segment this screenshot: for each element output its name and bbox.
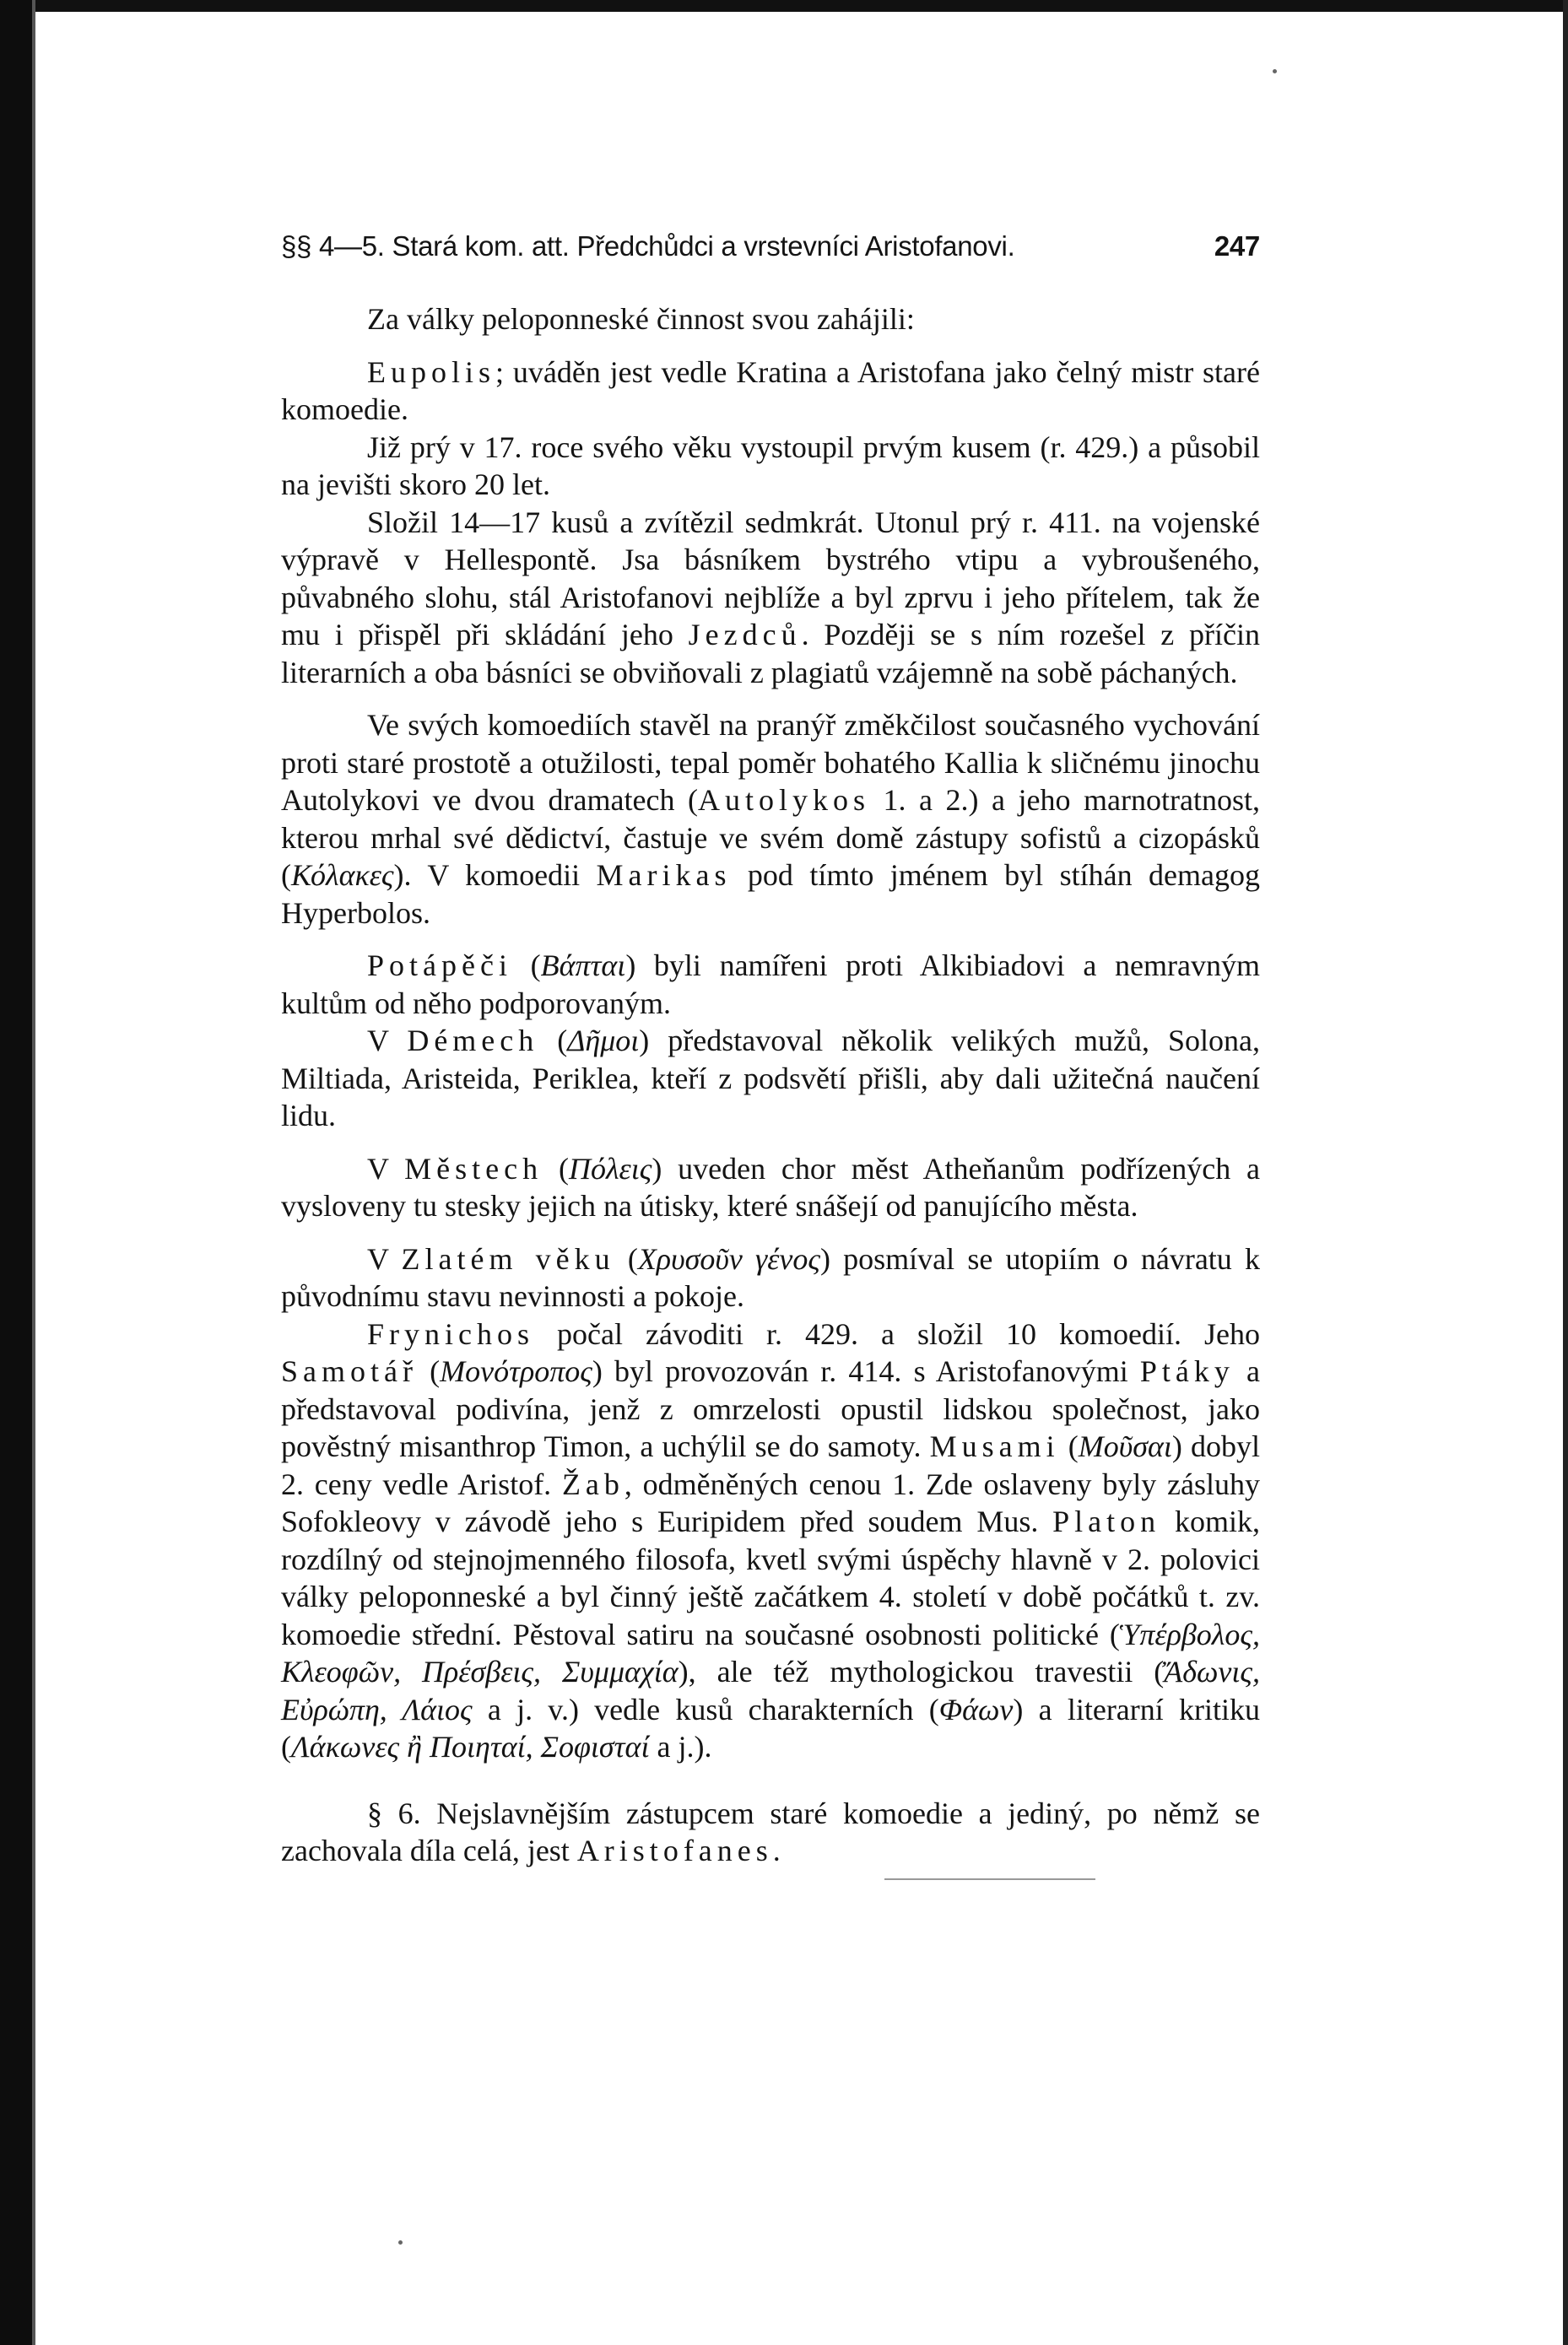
paragraph-eupolis-6: V Démech (Δῆμοι) představoval několik velikých mužů, Solona, Miltiada, Aristeida, Periklea, kteří z podsvětí přišli, aby dali užitečná naučení lidu. (281, 1024, 1260, 1132)
work-title: Potápěči (367, 948, 512, 982)
work-title: Jezdců (688, 618, 802, 651)
scan-border-left (0, 0, 32, 2345)
scan-speck (1273, 69, 1277, 73)
greek-title: Φάων (938, 1692, 1014, 1726)
page-number: 247 (1214, 230, 1260, 262)
greek-title: Ἄδωνις, Εὐρώπη, Λάιος (281, 1655, 1261, 1726)
paragraph-eupolis-1: Eupolis; uváděn jest vedle Kratina a Aristofana jako čelný mistr staré komoedie. (281, 354, 1260, 426)
work-title: Marikas (596, 858, 732, 892)
work-title: Démech (407, 1024, 539, 1057)
work-title: Zlatém věku (401, 1241, 615, 1276)
paragraph-eupolis-7: V Městech (Πόλεις) uveden chor měst Atheňanům podřízených a vysloveny tu stesky jejich na útisky, které snášejí od panujícího města. (281, 1151, 1260, 1223)
scan-border-top (0, 0, 1568, 12)
paragraph-eupolis-5: Potápěči (Βάπται) byli namířeni proti Alkibiadovi a nemravným kultům od něho podporovaným. (281, 948, 1260, 1020)
work-title: Musami (929, 1429, 1060, 1463)
greek-title: Μονότροπος (440, 1354, 592, 1388)
header-title: §§ 4—5. Stará kom. att. Předchůdci a vrstevníci Aristofanovi. (281, 230, 1015, 262)
greek-title: Λάκωνες ἢ Ποιηταί, Σοφισταί (291, 1730, 650, 1764)
work-title: Žab (561, 1467, 624, 1501)
name-platon: Platon (1052, 1505, 1161, 1538)
greek-title: Μοῦσαι (1078, 1429, 1172, 1463)
running-header (281, 221, 1260, 272)
greek-title: Δῆμοι (567, 1024, 640, 1057)
name-frynichos: Frynichos (367, 1316, 534, 1351)
pencil-underline (884, 1878, 1095, 1880)
greek-title: Κόλακες (291, 858, 394, 892)
paragraph-eupolis-2: Již prý v 17. roce svého věku vystoupil prvým kusem (r. 429.) a působil na jevišti skoro 20 let. (281, 430, 1260, 501)
paragraph-eupolis-4: Ve svých komoediích stavěl na pranýř změkčilost současného vychování proti staré prostotě a otužilosti, tepal poměr bohatého Kallia k sličnému jinochu Autolykovi ve dvou dramatech (Autolykos 1. a 2.) a jeho marnotratnost, kterou mrhal své dědictví, častuje ve svém domě zástupy sofistů a cizopásků (Κόλακες). V komoedii Marikas pod tímto jménem byl stíhán demagog Hyperbolos. (281, 708, 1260, 930)
greek-title: Χρυσοῦν γένος (637, 1241, 820, 1276)
paragraph-eupolis-3: Složil 14—17 kusů a zvítězil sedmkrát. Utonul prý r. 411. na vojenské výpravě v Hellespontě. Jsa básníkem bystrého vtipu a vybroušeného, půvabného slohu, stál Aristofanovi nejblíže a byl zprvu i jeho přítelem, tak že mu i přispěl při skládání jeho Jezdců. Později se s ním rozešel z příčin literarních a oba básníci se obviňovali z plagiatů vzájemně na sobě páchaných. (281, 505, 1260, 689)
paragraph-section-6: § 6. Nejslavnějším zástupcem staré komoedie a jediný, po němž se zachovala díla celá, jest Aristofanes. (281, 1796, 1260, 1867)
work-title: Samotář (281, 1354, 418, 1388)
paragraph-intro: Za války peloponneské činnost svou zahájili: (367, 302, 915, 336)
body-text (281, 300, 1260, 1880)
greek-title: Βάπται (540, 948, 626, 982)
paragraph-frynichos: Frynichos počal závoditi r. 429. a složil 10 komoedií. Jeho Samotář (Μονότροπος) byl provozován r. 414. s Aristofanovými Ptáky a představoval podivína, jenž z omrzelosti opustil lidskou společnost, jako pověstný misanthrop Timon, a uchýlil se do samoty. Musami (Μοῦσαι) dobyl 2. ceny vedle Aristof. Žab, odměněných cenou 1. Zde oslaveny byly zásluhy Sofokleovy v závodě jeho s Euripidem před soudem Mus. Platon komik, rozdílný od stejnojmenného filosofa, kvetl svými úspěchy hlavně v 2. polovici války peloponneské a byl činný ještě začátkem 4. století v době počátků t. zv. komoedie střední. Pěstoval satiru na současné osobnosti politické (Ὑπέρβολος, Κλεοφῶν, Πρέσβεις, Συμμαχία), ale též mythologickou travestii (Ἄδωνις, Εὐρώπη, Λάιος a j. v.) vedle kusů charakterních (Φάων) a literarní kritiku (Λάκωνες ἢ Ποιηταί, Σοφισταί a j.). (281, 1316, 1261, 1764)
scan-border-right (1563, 0, 1568, 2345)
name-eupolis: Eupolis (367, 354, 496, 389)
scan-speck (398, 2240, 403, 2245)
name-aristofanes: Aristofanes (576, 1834, 773, 1867)
scan-border-left-shadow (32, 0, 35, 2345)
paragraph-eupolis-8: V Zlatém věku (Χρυσοῦν γένος) posmíval se utopiím o návratu k původnímu stavu nevinnosti a pokoje. (281, 1241, 1260, 1313)
greek-title: Ὑπέρβολος, Κλεοφῶν, Πρέσβεις, Συμμαχία (281, 1617, 1260, 1689)
work-title: Autolykos (697, 783, 870, 817)
greek-title: Πόλεις (568, 1151, 652, 1186)
book-page (281, 221, 1260, 1880)
work-title: Městech (404, 1151, 543, 1186)
work-title: Ptáky (1139, 1354, 1235, 1388)
